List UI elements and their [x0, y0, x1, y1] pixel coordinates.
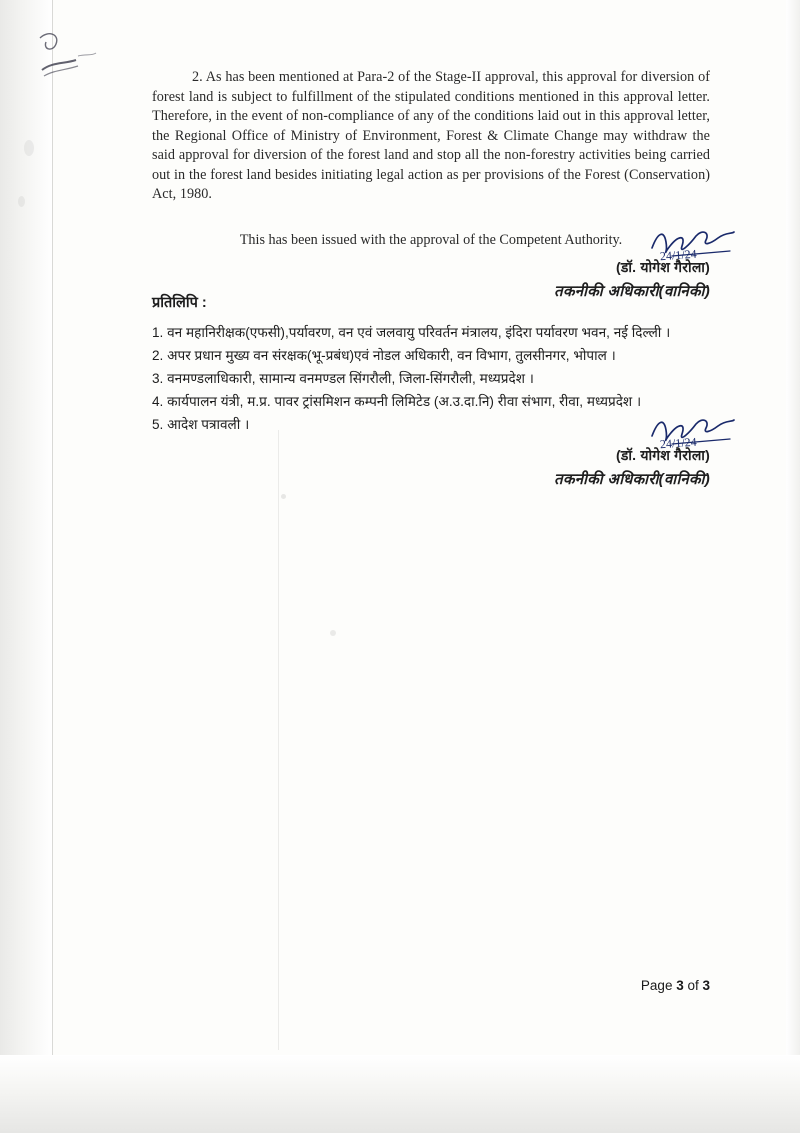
- copy-to-item-5: 5. आदेश पत्रावली ।: [152, 417, 250, 432]
- copy-to-item-4: 4. कार्यपालन यंत्री, म.प्र. पावर ट्रांसमिशन कम्पनी लिमिटेड (अ.उ.दा.नि) रीवा संभाग, रीवा, मध्यप्रदेश ।: [152, 394, 642, 409]
- signatory-name-bottom: (डॉ. योगेश गैरोला): [615, 447, 710, 463]
- competent-authority-line: This has been issued with the approval of the Competent Authority.: [239, 231, 623, 248]
- signatory-title-top: तकनीकी अधिकारी(वानिकी): [554, 283, 710, 300]
- pen-scribble-mark: [34, 26, 104, 86]
- scan-edge-right: [786, 0, 800, 1133]
- handwritten-date-bottom: 24/1/24: [659, 434, 698, 452]
- scan-edge-bottom: [0, 1055, 800, 1133]
- copy-to-item-1: 1. वन महानिरीक्षक(एफसी),पर्यावरण, वन एवं जलवायु परिवर्तन मंत्रालय, इंदिरा पर्यावरण भवन, नई दिल्ली ।: [152, 325, 671, 340]
- page-fold-line: [278, 430, 279, 1050]
- copy-to-item-2: 2. अपर प्रधान मुख्य वन संरक्षक(भू-प्रबंध)एवं नोडल अधिकारी, वन विभाग, तुलसीनगर, भोपाल ।: [152, 348, 616, 363]
- signatory-title-bottom: तकनीकी अधिकारी(वानिकी): [554, 471, 710, 488]
- page-footer-prefix: Page: [640, 978, 677, 993]
- scan-smudge: [18, 196, 25, 207]
- page-footer: [641, 978, 710, 993]
- copy-to-heading: प्रतिलिपि :: [152, 295, 207, 311]
- page-footer-middle: of: [683, 978, 703, 993]
- scan-smudge: [330, 630, 336, 636]
- handwritten-date-top: 24/1/24: [659, 246, 698, 264]
- page-number-current: 3: [676, 978, 684, 993]
- copy-to-item-3: 3. वनमण्डलाधिकारी, सामान्य वनमण्डल सिंगरौली, जिला-सिंगरौली, मध्यप्रदेश ।: [152, 371, 534, 386]
- scan-smudge: [281, 494, 286, 499]
- paragraph-2: 2. As has been mentioned at Para-2 of the Stage-II approval, this approval for diversion of forest land is subject to fulfillment of the stipulated conditions mentioned in this approval letter. Therefore, in the event of non-compliance of any of the conditions laid out in this approval letter, the Regional Office of Ministry of Environment, Forest & Climate Change may withdraw the said approval for diversion of the forest land and stop all the non-forestry activities being carried out in the forest land besides initiating legal action as per provisions of the Forest (Conservation) Act, 1980.: [152, 69, 710, 202]
- scan-smudge: [24, 140, 34, 156]
- copy-to-list: [152, 292, 712, 436]
- signature-block-bottom: [150, 446, 710, 489]
- scan-edge-left: [0, 0, 53, 1133]
- signatory-name-top: (डॉ. योगेश गैरोला): [615, 259, 710, 275]
- document-body: [152, 68, 710, 250]
- page-number-total: 3: [702, 978, 710, 993]
